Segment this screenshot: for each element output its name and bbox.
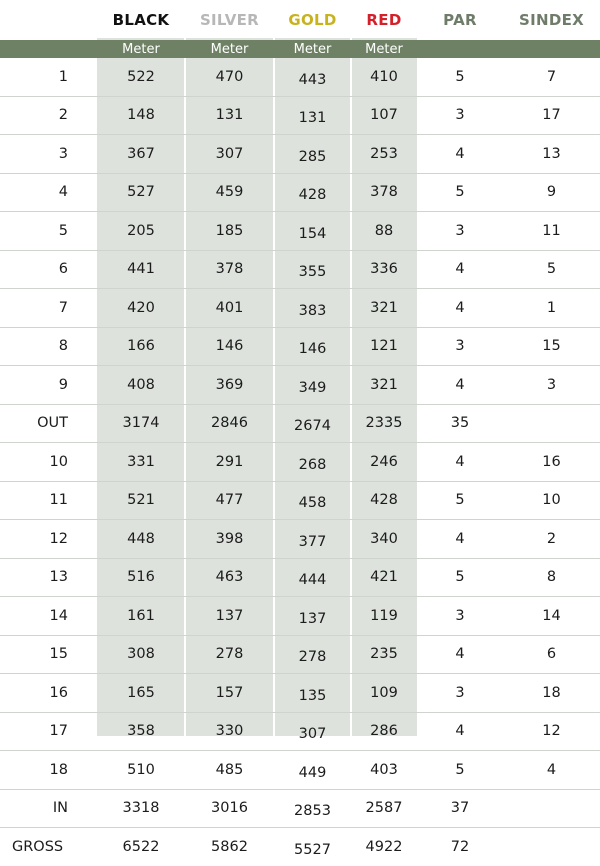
tee-header-black: BLACK <box>112 11 170 29</box>
unit-cell-blank <box>503 40 600 58</box>
hole-cell: 1 <box>0 58 97 96</box>
gold-cell: 444 <box>274 558 351 597</box>
red-cell: 107 <box>351 96 417 135</box>
silver-cell: 459 <box>185 173 274 212</box>
gold-cell: 307 <box>274 712 351 751</box>
black-cell: 308 <box>97 635 185 674</box>
silver-cell: 157 <box>185 674 274 713</box>
black-cell: 3174 <box>97 404 185 443</box>
silver-cell: 2846 <box>185 404 274 443</box>
par-cell: 4 <box>417 635 503 674</box>
black-cell: 166 <box>97 327 185 366</box>
hole-cell: 4 <box>0 173 97 212</box>
tee-header-red: RED <box>366 11 402 29</box>
black-cell: 408 <box>97 366 185 405</box>
table-row <box>0 789 600 828</box>
black-cell: 148 <box>97 96 185 135</box>
sindex-cell: 12 <box>503 712 600 751</box>
unit-cell-blank <box>0 40 97 58</box>
black-cell: 161 <box>97 597 185 636</box>
tee-header-gold: GOLD <box>288 11 337 29</box>
table-row <box>0 173 600 212</box>
hole-cell: 10 <box>0 443 97 482</box>
sindex-cell <box>503 828 600 866</box>
silver-cell: 485 <box>185 751 274 790</box>
par-cell: 5 <box>417 481 503 520</box>
silver-cell: 5862 <box>211 838 248 855</box>
gold-cell: 2853 <box>274 789 351 828</box>
table-row <box>0 712 600 751</box>
sindex-cell: 15 <box>503 327 600 366</box>
gold-cell: 135 <box>274 674 351 713</box>
silver-cell: 369 <box>185 366 274 405</box>
hole-cell: 15 <box>0 635 97 674</box>
gold-cell: 355 <box>274 250 351 289</box>
table-row <box>0 96 600 135</box>
silver-cell: 477 <box>185 481 274 520</box>
par-cell: 37 <box>417 789 503 828</box>
table-row <box>0 250 600 289</box>
hole-cell: 11 <box>0 481 97 520</box>
par-cell: 72 <box>450 838 470 855</box>
red-cell: 246 <box>351 443 417 482</box>
tee-header-silver: SILVER <box>199 11 260 29</box>
par-cell: 4 <box>417 443 503 482</box>
unit-header-row <box>0 40 600 58</box>
gold-cell: 131 <box>274 96 351 135</box>
unit-label-silver: Meter <box>185 40 274 58</box>
red-cell: 286 <box>351 712 417 751</box>
par-cell: 3 <box>417 96 503 135</box>
red-cell: 121 <box>351 327 417 366</box>
par-header: PAR <box>443 11 477 29</box>
gold-cell: 443 <box>274 58 351 96</box>
sindex-cell: 5 <box>503 250 600 289</box>
gold-cell: 2674 <box>274 404 351 443</box>
par-cell: 4 <box>417 520 503 559</box>
gold-cell: 5527 <box>294 841 331 858</box>
table-row <box>0 751 600 790</box>
red-cell: 119 <box>351 597 417 636</box>
red-cell: 378 <box>351 173 417 212</box>
par-cell: 4 <box>417 289 503 328</box>
black-cell: 448 <box>97 520 185 559</box>
red-cell: 340 <box>351 520 417 559</box>
hole-cell: GROSS <box>12 838 64 855</box>
sindex-cell: 4 <box>503 751 600 790</box>
black-cell: 516 <box>97 558 185 597</box>
gold-cell: 428 <box>274 173 351 212</box>
silver-cell: 278 <box>185 635 274 674</box>
sindex-header: SINDEX <box>518 11 584 29</box>
table-row <box>0 674 600 713</box>
black-cell: 358 <box>97 712 185 751</box>
table-row <box>0 58 600 96</box>
sindex-cell: 2 <box>503 520 600 559</box>
table-row <box>0 597 600 636</box>
gold-cell: 458 <box>274 481 351 520</box>
silver-cell: 137 <box>185 597 274 636</box>
red-cell: 4922 <box>365 838 403 855</box>
par-cell: 5 <box>417 173 503 212</box>
gold-cell: 146 <box>274 327 351 366</box>
hole-cell: 8 <box>0 327 97 366</box>
silver-cell: 398 <box>185 520 274 559</box>
hole-cell: OUT <box>0 404 97 443</box>
gold-cell: 154 <box>274 212 351 251</box>
red-cell: 88 <box>351 212 417 251</box>
par-cell: 5 <box>417 558 503 597</box>
hole-cell: 12 <box>0 520 97 559</box>
silver-cell: 470 <box>185 58 274 96</box>
hole-cell: 9 <box>0 366 97 405</box>
hole-cell: 14 <box>0 597 97 636</box>
gold-cell: 349 <box>274 366 351 405</box>
sindex-cell: 16 <box>503 443 600 482</box>
table-row <box>0 327 600 366</box>
sindex-cell: 1 <box>503 289 600 328</box>
gold-cell: 268 <box>274 443 351 482</box>
black-cell: 205 <box>97 212 185 251</box>
sindex-cell: 8 <box>503 558 600 597</box>
table-row <box>0 635 600 674</box>
gold-cell: 285 <box>274 135 351 174</box>
black-cell: 527 <box>97 173 185 212</box>
unit-label-red: Meter <box>351 40 417 58</box>
table-row <box>0 212 600 251</box>
red-cell: 421 <box>351 558 417 597</box>
gold-cell: 137 <box>274 597 351 636</box>
black-cell: 522 <box>97 58 185 96</box>
silver-cell: 401 <box>185 289 274 328</box>
red-cell: 253 <box>351 135 417 174</box>
table-row <box>0 443 600 482</box>
unit-cell-blank <box>417 40 503 58</box>
hole-cell: 17 <box>0 712 97 751</box>
silver-cell: 3016 <box>185 789 274 828</box>
hole-cell: 18 <box>0 751 97 790</box>
silver-cell: 307 <box>185 135 274 174</box>
hole-header <box>0 0 97 40</box>
table-row <box>0 289 600 328</box>
red-cell: 235 <box>351 635 417 674</box>
hole-cell: IN <box>0 789 97 828</box>
black-cell: 441 <box>97 250 185 289</box>
sindex-cell <box>503 404 600 443</box>
par-cell: 5 <box>417 58 503 96</box>
table-row <box>0 558 600 597</box>
sindex-cell: 7 <box>503 58 600 96</box>
table-row <box>0 481 600 520</box>
hole-cell: 3 <box>0 135 97 174</box>
black-cell: 521 <box>97 481 185 520</box>
par-cell: 3 <box>417 327 503 366</box>
par-cell: 3 <box>417 674 503 713</box>
red-cell: 336 <box>351 250 417 289</box>
sindex-cell: 11 <box>503 212 600 251</box>
sindex-cell: 3 <box>503 366 600 405</box>
red-cell: 321 <box>351 366 417 405</box>
hole-cell: 2 <box>0 96 97 135</box>
black-cell: 510 <box>97 751 185 790</box>
unit-label-gold: Meter <box>274 40 351 58</box>
tee-header-row <box>0 0 600 40</box>
black-cell: 3318 <box>97 789 185 828</box>
sindex-cell: 13 <box>503 135 600 174</box>
red-cell: 109 <box>351 674 417 713</box>
gold-cell: 278 <box>274 635 351 674</box>
black-cell: 420 <box>97 289 185 328</box>
sindex-cell: 18 <box>503 674 600 713</box>
red-cell: 410 <box>351 58 417 96</box>
par-cell: 3 <box>417 212 503 251</box>
sindex-cell: 9 <box>503 173 600 212</box>
table-row <box>0 828 600 866</box>
hole-cell: 5 <box>0 212 97 251</box>
par-cell: 4 <box>417 135 503 174</box>
black-cell: 367 <box>97 135 185 174</box>
silver-cell: 291 <box>185 443 274 482</box>
par-cell: 3 <box>417 597 503 636</box>
red-cell: 428 <box>351 481 417 520</box>
gold-cell: 377 <box>274 520 351 559</box>
hole-cell: 13 <box>0 558 97 597</box>
table-row <box>0 404 600 443</box>
gold-cell: 383 <box>274 289 351 328</box>
silver-cell: 131 <box>185 96 274 135</box>
silver-cell: 146 <box>185 327 274 366</box>
par-cell: 4 <box>417 712 503 751</box>
black-cell: 165 <box>97 674 185 713</box>
unit-label-black: Meter <box>97 40 185 58</box>
sindex-cell: 14 <box>503 597 600 636</box>
red-cell: 2587 <box>351 789 417 828</box>
red-cell: 2335 <box>351 404 417 443</box>
black-cell: 331 <box>97 443 185 482</box>
par-cell: 4 <box>417 366 503 405</box>
silver-cell: 330 <box>185 712 274 751</box>
sindex-cell <box>503 789 600 828</box>
hole-cell: 7 <box>0 289 97 328</box>
sindex-cell: 17 <box>503 96 600 135</box>
par-cell: 5 <box>417 751 503 790</box>
table-row <box>0 520 600 559</box>
silver-cell: 463 <box>185 558 274 597</box>
sindex-cell: 10 <box>503 481 600 520</box>
sindex-cell: 6 <box>503 635 600 674</box>
table-row <box>0 366 600 405</box>
red-cell: 403 <box>351 751 417 790</box>
hole-cell: 16 <box>0 674 97 713</box>
red-cell: 321 <box>351 289 417 328</box>
par-cell: 35 <box>417 404 503 443</box>
hole-cell: 6 <box>0 250 97 289</box>
par-cell: 4 <box>417 250 503 289</box>
table-row <box>0 135 600 174</box>
gold-cell: 449 <box>274 751 351 790</box>
black-cell: 6522 <box>122 838 160 855</box>
silver-cell: 378 <box>185 250 274 289</box>
silver-cell: 185 <box>185 212 274 251</box>
